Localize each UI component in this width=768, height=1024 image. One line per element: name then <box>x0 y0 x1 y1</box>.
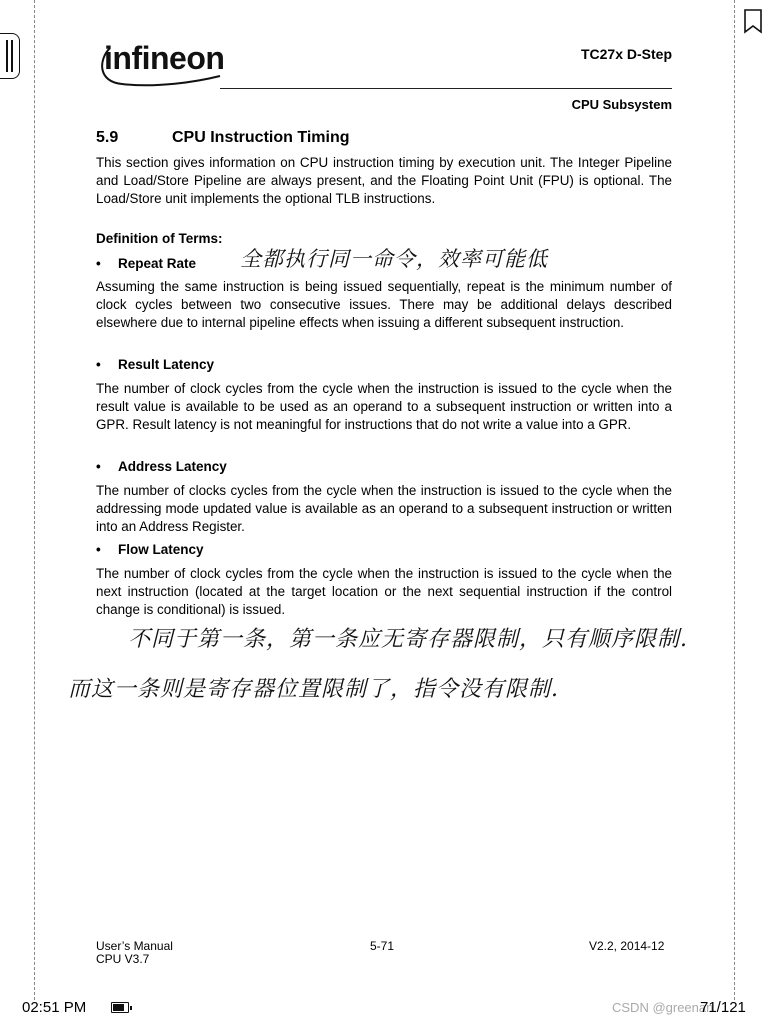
chapter-title: CPU Subsystem <box>571 97 672 112</box>
term-result-latency: • Result Latency <box>96 357 215 372</box>
bookmark-icon[interactable] <box>743 8 763 34</box>
infineon-logo: infineon <box>104 40 225 76</box>
document-title: TC27x D-Step <box>580 46 672 62</box>
footer-page-number: 5-71 <box>370 939 395 953</box>
term-label: Address Latency <box>118 459 227 474</box>
term-description: The number of clocks cycles from the cycle when the instruction is issued to the cycle when the addressing mode updated value is available as an operand to a subsequent instruction or written into an Address Register. <box>96 483 672 535</box>
page-counter[interactable]: 71/121 <box>700 999 746 1016</box>
term-description: The number of clock cycles from the cycle when the instruction is issued to the cycle when the result value is available to be used as an operand to a subsequent instruction or written into a GPR. Result latency is not meaningful for instructions that do not write a value into a GPR. <box>96 381 672 433</box>
handwritten-note: 不同于第一条，第一条应无寄存器限制，只有顺序限制. <box>128 627 688 652</box>
left-margin-guide <box>34 0 35 1000</box>
definitions-heading: Definition of Terms: <box>96 231 223 246</box>
side-menu-handle[interactable] <box>0 33 20 79</box>
handwritten-note: 全都执行同一命令，效率可能低 <box>240 247 548 271</box>
status-time: 02:51 PM <box>22 999 87 1016</box>
right-margin-guide <box>734 0 735 1000</box>
footer-doc-version: V2.2, 2014-12 <box>589 939 665 953</box>
term-flow-latency: • Flow Latency <box>96 542 204 557</box>
watermark: CSDN @greenan <box>612 1000 714 1015</box>
header-divider <box>220 88 672 89</box>
term-label: Repeat Rate <box>118 256 197 271</box>
footer-manual: User’s Manual <box>96 939 173 953</box>
section-title: CPU Instruction Timing <box>172 129 350 146</box>
term-repeat-rate: • Repeat Rate <box>96 256 197 271</box>
battery-icon <box>111 1002 129 1013</box>
footer-cpu-version: CPU V3.7 <box>96 952 150 966</box>
term-address-latency: • Address Latency <box>96 459 227 474</box>
term-label: Result Latency <box>118 357 215 372</box>
section-intro: This section gives information on CPU instruction timing by execution unit. The Integer Pipeline and Load/Store Pipeline are always present, and the Floating Point Unit (FPU) is optional. The Load/Store unit implements the optional TLB instructions. <box>96 155 672 207</box>
term-label: Flow Latency <box>118 542 204 557</box>
term-description: The number of clock cycles from the cycle when the instruction is issued to the cycle when the next instruction (located at the target location or the next sequential instruction if the control change is conditional) is issued. <box>96 566 672 618</box>
term-description: Assuming the same instruction is being issued sequentially, repeat is the minimum number of clock cycles between two consecutive issues. There may be additional delays described elsewhere due to internal pipeline effects when issuing a different subsequent instruction. <box>96 279 672 331</box>
section-number: 5.9 <box>96 129 119 146</box>
handwritten-note: 而这一条则是寄存器位置限制了，指令没有限制. <box>68 677 559 702</box>
